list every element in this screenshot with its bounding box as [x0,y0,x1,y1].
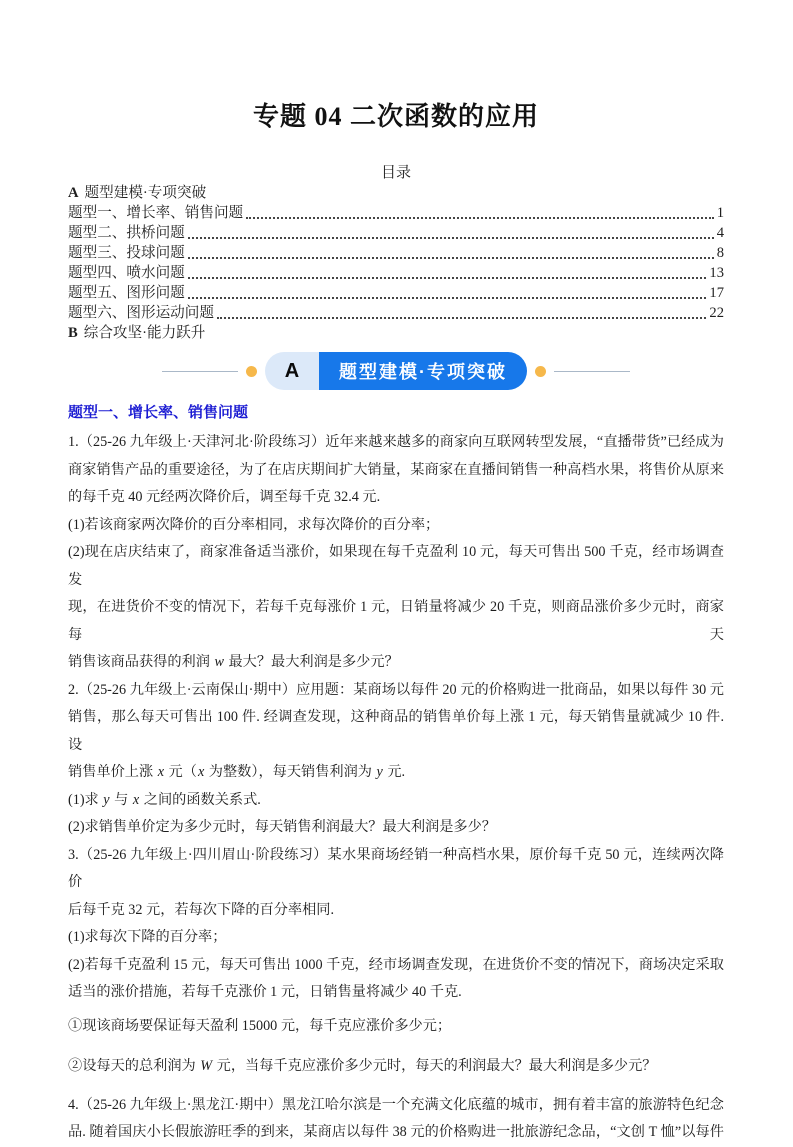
toc-section-a-letter: A [68,185,79,201]
toc-item [68,203,724,223]
toc-page-number: 17 [709,285,724,301]
problem-line: 2.（25-26 九年级上·云南保山·期中）应用题：某商场以每件 20 元的价格购进一批商品，如果以每件 30 元 [68,681,724,698]
problem-line: 商家销售产品的重要途径，为了在店庆期间扩大销量，某商家在直播间销售一种高档水果，将售价从原来 [68,461,724,478]
section-heading: 题型一、增长率、销售问题 [68,405,249,421]
toc-section-b-letter: B [68,325,78,341]
toc-dot-leader [188,257,714,259]
section-badge [265,352,527,390]
problem-line: 销售该商品获得的利润 w 最大？最大利润是多少元？ [68,654,399,670]
toc-section-a [68,183,724,203]
problem-line: 适当的涨价措施，若每千克涨价 1 元，日销售量将减少 40 千克. [68,984,462,1000]
toc-item [68,283,724,303]
toc-item-label: 题型五、图形问题 [68,285,185,301]
toc-page-number: 8 [716,245,724,261]
toc-item-label: 题型三、投球问题 [68,245,185,261]
badge-right-line [554,371,630,372]
toc-item [68,243,724,263]
problem-line: ①现该商场要保证每天盈利 15000 元，每千克应涨价多少元； [68,1017,452,1034]
problem-line: 3.（25-26 九年级上·四川眉山·阶段练习）某水果商场经销一种高档水果，原价每千克 50 元，连续两次降价 [68,846,724,890]
page-title: 专题 04 二次函数的应用 [252,102,539,131]
toc-heading: 目录 [380,165,411,181]
toc-dot-leader [188,237,714,239]
problem-line: 销售单价上涨 x 元（x 为整数），每天销售利润为 y 元. [68,764,406,780]
badge-letter: A [265,352,319,390]
problem-line: 现，在进货价不变的情况下，若每千克每涨价 1 元，日销量将减少 20 千克，则商品涨价多少元时，商家每天 [68,599,724,643]
problem-line: 后每千克 32 元，若每次下降的百分率相同. [68,901,335,918]
problem-line: 1.（25-26 九年级上·天津河北·阶段练习）近年来越来越多的商家向互联网转型发展，“直播带货”已经成为 [68,434,724,450]
toc-item-label: 题型一、增长率、销售问题 [68,205,244,221]
problem-line: 品. 随着国庆小长假旅游旺季的到来，某商店以每件 38 元的价格购进一批旅游纪念品，“文创 T 恤”以每件 [68,1124,724,1140]
problem-line: (2)现在店庆结束了，商家准备适当涨价，如果现在每千克盈利 10 元，每天可售出 500 千克，经市场调查发 [68,544,724,588]
problem-line: (2)求销售单价定为多少元时，每天销售利润最大？最大利润是多少？ [68,819,496,835]
toc-item-label: 题型二、拱桥问题 [68,225,185,241]
toc-item [68,303,724,323]
toc-item [68,223,724,243]
toc-dot-leader [188,277,707,279]
problem-line: 4.（25-26 九年级上·黑龙江·期中）黑龙江哈尔滨是一个充满文化底蕴的城市，拥有着丰富的旅游特色纪念 [68,1096,724,1113]
toc-dot-leader [246,217,714,219]
badge-left-line [162,371,238,372]
problem-line: 的每千克 40 元经两次降价后，调至每千克 32.4 元. [68,489,381,505]
toc-section-b [68,323,724,343]
problem-line: ②设每天的总利润为 W 元，当每千克应涨价多少元时，每天的利润最大？最大利润是多少元？ [68,1058,657,1074]
toc-page-number: 4 [716,225,724,241]
toc-page-number: 1 [716,205,724,221]
badge-right-dot-icon [535,366,546,377]
badge-left-dot-icon [246,366,257,377]
toc-section-a-label: 题型建模·专项突破 [84,185,207,201]
problem-line: 销售，那么每天可售出 100 件. 经调查发现，这种商品的销售单价每上涨 1 元，每天销售量就减少 10 件. 设 [68,709,724,753]
problems-body [68,429,724,1147]
toc-page-number: 13 [709,265,724,281]
toc-page-number: 22 [709,305,724,321]
problem-line: (1)求每次下降的百分率； [68,929,227,945]
toc-item [68,263,724,283]
problem-line: (1)若该商家两次降价的百分率相同，求每次降价的百分率； [68,516,440,533]
problem-line: (1)求 y 与 x 之间的函数关系式. [68,791,261,808]
toc-item-label: 题型六、图形运动问题 [68,305,214,321]
toc-section-b-label: 综合攻坚·能力跃升 [83,325,206,341]
toc-dot-leader [188,297,707,299]
toc-item-label: 题型四、喷水问题 [68,265,185,281]
table-of-contents [68,183,724,343]
problem-line: (2)若每千克盈利 15 元，每天可售出 1000 千克，经市场调查发现，在进货价不变的情况下，商场决定采取 [68,956,724,973]
section-badge-row [68,352,724,390]
badge-label: 题型建模·专项突破 [319,352,527,390]
toc-dot-leader [217,317,706,319]
